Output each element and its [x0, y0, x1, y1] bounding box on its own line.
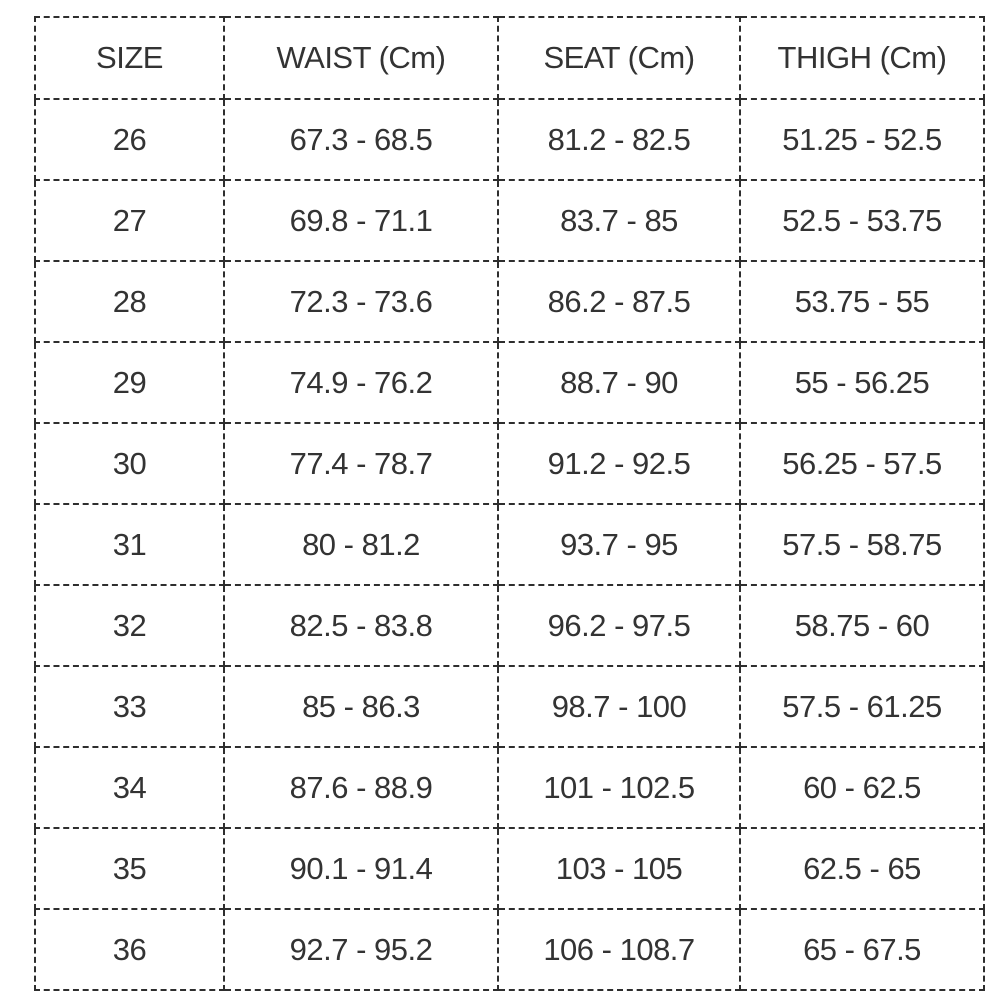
table-row — [35, 423, 984, 504]
size-cell: 33 — [35, 666, 224, 747]
waist-cell: 67.3 - 68.5 — [224, 99, 498, 180]
seat-cell: 106 - 108.7 — [498, 909, 740, 990]
size-cell: 28 — [35, 261, 224, 342]
header-thigh: THIGH (Cm) — [740, 17, 984, 99]
size-cell: 30 — [35, 423, 224, 504]
size-cell: 31 — [35, 504, 224, 585]
size-cell: 29 — [35, 342, 224, 423]
table-row — [35, 180, 984, 261]
thigh-cell: 57.5 - 61.25 — [740, 666, 984, 747]
table-header — [35, 17, 984, 99]
size-cell: 27 — [35, 180, 224, 261]
size-chart-table — [34, 16, 985, 991]
thigh-cell: 51.25 - 52.5 — [740, 99, 984, 180]
header-waist: WAIST (Cm) — [224, 17, 498, 99]
table-row — [35, 828, 984, 909]
thigh-cell: 52.5 - 53.75 — [740, 180, 984, 261]
waist-cell: 85 - 86.3 — [224, 666, 498, 747]
seat-cell: 93.7 - 95 — [498, 504, 740, 585]
size-cell: 35 — [35, 828, 224, 909]
size-cell: 26 — [35, 99, 224, 180]
table-row — [35, 666, 984, 747]
waist-cell: 80 - 81.2 — [224, 504, 498, 585]
table-row — [35, 99, 984, 180]
thigh-cell: 65 - 67.5 — [740, 909, 984, 990]
header-seat: SEAT (Cm) — [498, 17, 740, 99]
waist-cell: 72.3 - 73.6 — [224, 261, 498, 342]
waist-cell: 69.8 - 71.1 — [224, 180, 498, 261]
waist-cell: 77.4 - 78.7 — [224, 423, 498, 504]
thigh-cell: 53.75 - 55 — [740, 261, 984, 342]
thigh-cell: 60 - 62.5 — [740, 747, 984, 828]
seat-cell: 83.7 - 85 — [498, 180, 740, 261]
thigh-cell: 55 - 56.25 — [740, 342, 984, 423]
thigh-cell: 58.75 - 60 — [740, 585, 984, 666]
table-row — [35, 747, 984, 828]
seat-cell: 101 - 102.5 — [498, 747, 740, 828]
size-cell: 32 — [35, 585, 224, 666]
seat-cell: 91.2 - 92.5 — [498, 423, 740, 504]
header-row — [35, 17, 984, 99]
seat-cell: 86.2 - 87.5 — [498, 261, 740, 342]
seat-cell: 88.7 - 90 — [498, 342, 740, 423]
table-row — [35, 909, 984, 990]
size-cell: 36 — [35, 909, 224, 990]
table-row — [35, 261, 984, 342]
table-row — [35, 585, 984, 666]
waist-cell: 87.6 - 88.9 — [224, 747, 498, 828]
thigh-cell: 57.5 - 58.75 — [740, 504, 984, 585]
size-cell: 34 — [35, 747, 224, 828]
seat-cell: 96.2 - 97.5 — [498, 585, 740, 666]
thigh-cell: 56.25 - 57.5 — [740, 423, 984, 504]
header-size: SIZE — [35, 17, 224, 99]
table-body — [35, 99, 984, 990]
seat-cell: 81.2 - 82.5 — [498, 99, 740, 180]
waist-cell: 90.1 - 91.4 — [224, 828, 498, 909]
waist-cell: 92.7 - 95.2 — [224, 909, 498, 990]
table-row — [35, 342, 984, 423]
seat-cell: 98.7 - 100 — [498, 666, 740, 747]
waist-cell: 82.5 - 83.8 — [224, 585, 498, 666]
waist-cell: 74.9 - 76.2 — [224, 342, 498, 423]
thigh-cell: 62.5 - 65 — [740, 828, 984, 909]
table-row — [35, 504, 984, 585]
seat-cell: 103 - 105 — [498, 828, 740, 909]
